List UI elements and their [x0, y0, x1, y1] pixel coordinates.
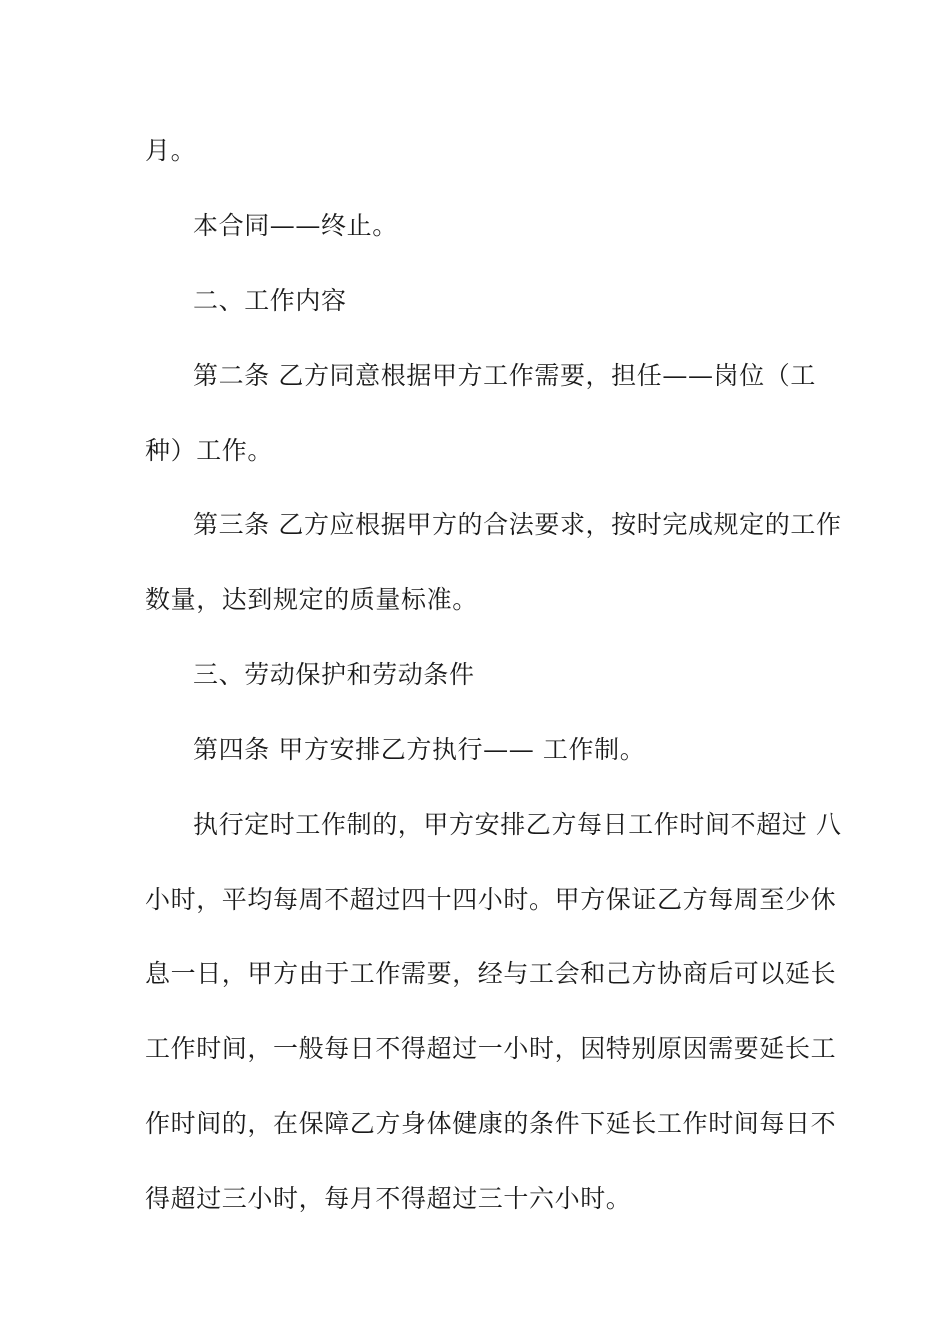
paragraph-working-hours-line-6: 得超过三小时，每月不得超过三十六小时。	[145, 1184, 632, 1213]
paragraph-working-hours-line-3: 息一日，甲方由于工作需要，经与工会和己方协商后可以延长	[145, 959, 837, 988]
paragraph-working-hours-line-5: 作时间的，在保障乙方身体健康的条件下延长工作时间每日不	[145, 1109, 837, 1138]
article-4-line-1: 第四条 甲方安排乙方执行—— 工作制。	[193, 735, 646, 764]
paragraph-working-hours-line-1: 执行定时工作制的，甲方安排乙方每日工作时间不超过 八	[193, 810, 842, 839]
article-2-line-2: 种）工作。	[145, 436, 274, 465]
article-2-line-1: 第二条 乙方同意根据甲方工作需要，担任——岗位（工	[193, 361, 816, 390]
paragraph-working-hours-line-2: 小时，平均每周不超过四十四小时。甲方保证乙方每周至少休	[145, 885, 837, 914]
text-line-contract-termination: 本合同——终止。	[193, 211, 398, 240]
article-3-line-1: 第三条 乙方应根据甲方的合法要求，按时完成规定的工作	[193, 510, 842, 539]
text-line-month-end: 月。	[145, 136, 197, 165]
section-heading-work-content: 二、工作内容	[193, 286, 347, 315]
article-3-line-2: 数量，达到规定的质量标准。	[145, 585, 478, 614]
paragraph-working-hours-line-4: 工作时间，一般每日不得超过一小时，因特别原因需要延长工	[145, 1034, 837, 1063]
section-heading-labor-protection: 三、劳动保护和劳动条件	[193, 660, 475, 689]
